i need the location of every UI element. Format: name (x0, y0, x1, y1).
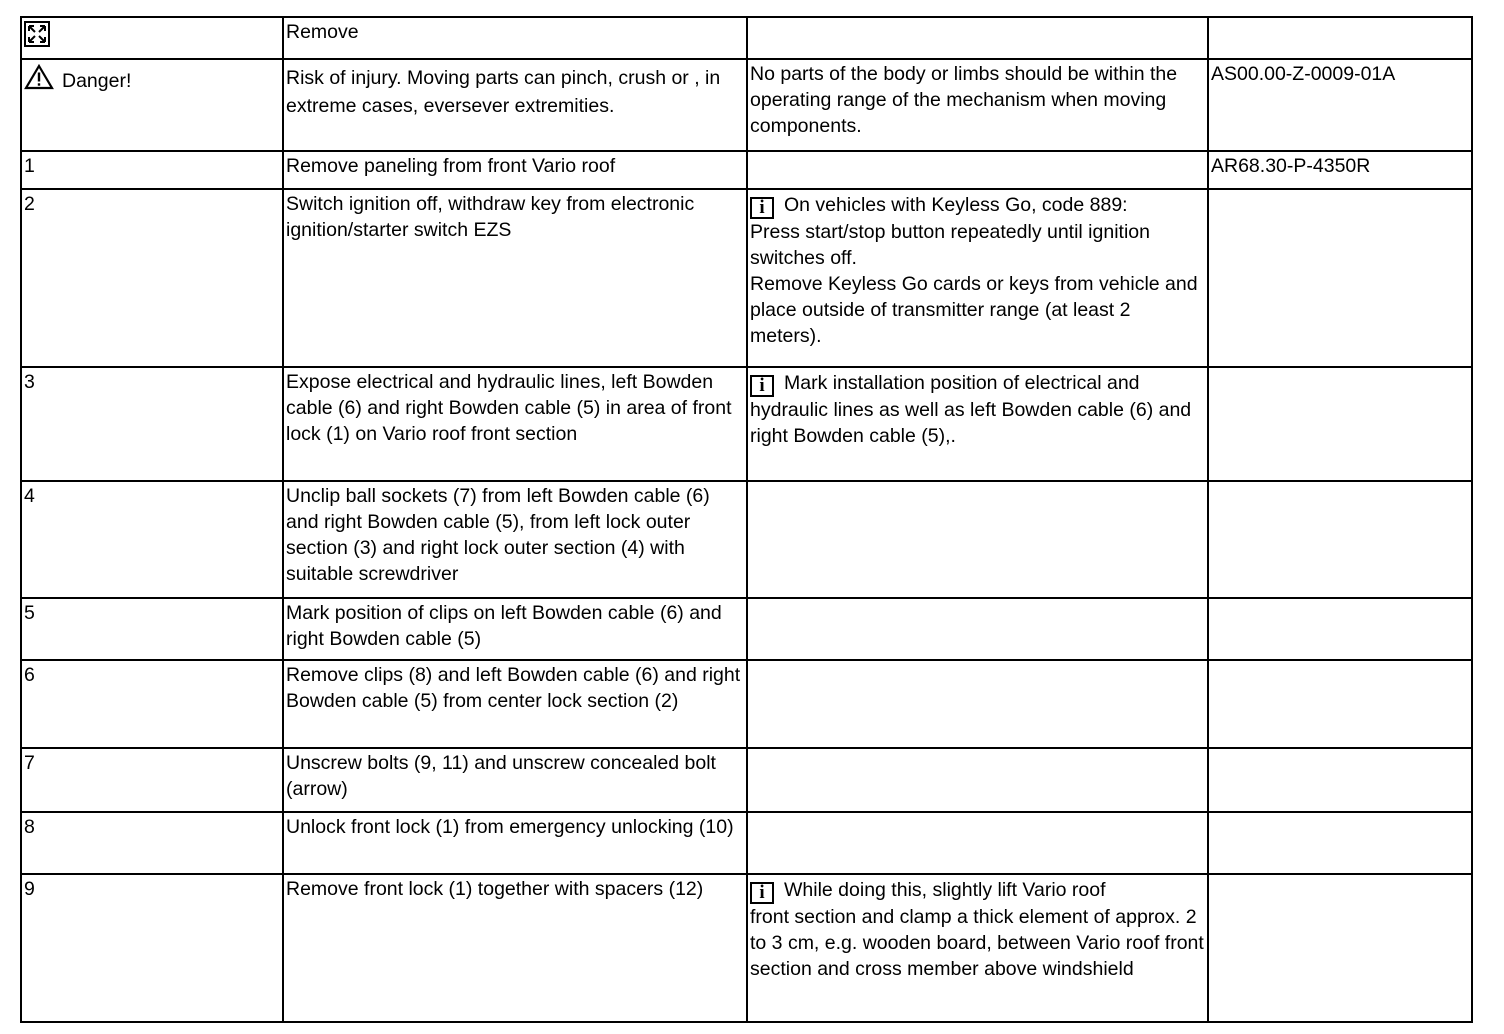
warning-triangle-icon (24, 64, 54, 97)
step-note-rest: front section and clamp a thick element of approx. 2 to 3 cm, e.g. wooden board, between Vario roof front section and cross member above windshield (750, 906, 1204, 980)
step-reference (1208, 367, 1472, 481)
header-icon-cell (21, 17, 283, 59)
step-note-extra: Remove Keyless Go cards or keys from vehicle and place outside of transmitter range (at least 2 meters). (750, 273, 1198, 347)
step-action: Remove paneling from front Vario roof (283, 151, 747, 189)
table-row (21, 598, 1472, 660)
info-icon: i (750, 882, 774, 904)
danger-reference[interactable]: AS00.00-Z-0009-01A (1208, 59, 1472, 151)
step-reference[interactable]: AR68.30-P-4350R (1208, 151, 1472, 189)
step-note-first: Mark installation position of electrical and (784, 372, 1140, 394)
table-row (21, 481, 1472, 598)
step-action: Switch ignition off, withdraw key from electronic ignition/starter switch EZS (283, 189, 747, 367)
step-reference (1208, 812, 1472, 874)
step-number: 9 (21, 874, 283, 1022)
step-reference (1208, 598, 1472, 660)
step-note (747, 481, 1208, 598)
table-row (21, 367, 1472, 481)
step-note-first: On vehicles with Keyless Go, code 889: (784, 194, 1128, 216)
danger-label-cell (21, 59, 283, 151)
step-note (747, 151, 1208, 189)
step-reference (1208, 660, 1472, 748)
table-row (21, 812, 1472, 874)
table-row (21, 748, 1472, 812)
table-row-header (21, 17, 1472, 59)
step-action: Unscrew bolts (9, 11) and unscrew concealed bolt (arrow) (283, 748, 747, 812)
step-action: Remove front lock (1) together with spacers (12) (283, 874, 747, 1022)
step-number: 8 (21, 812, 283, 874)
step-action: Unclip ball sockets (7) from left Bowden cable (6) and right Bowden cable (5), from left lock outer section (3) and right lock outer section (4) with suitable screwdriver (283, 481, 747, 598)
expand-icon[interactable] (24, 21, 50, 54)
step-reference (1208, 748, 1472, 812)
header-ref-cell (1208, 17, 1472, 59)
step-note-first: While doing this, slightly lift Vario roof (784, 879, 1106, 901)
info-icon: i (750, 375, 774, 397)
step-note (747, 598, 1208, 660)
table-row (21, 151, 1472, 189)
step-action: Expose electrical and hydraulic lines, left Bowden cable (6) and right Bowden cable (5) in area of front lock (1) on Vario roof front section (283, 367, 747, 481)
step-note (747, 812, 1208, 874)
danger-risk: Risk of injury. Moving parts can pinch, crush or , in extreme cases, eversever extremities. (283, 59, 747, 151)
header-empty-cell (747, 17, 1208, 59)
table-row (21, 189, 1472, 367)
step-number: 7 (21, 748, 283, 812)
step-action: Mark position of clips on left Bowden cable (6) and right Bowden cable (5) (283, 598, 747, 660)
step-number: 4 (21, 481, 283, 598)
step-reference (1208, 189, 1472, 367)
danger-measure: No parts of the body or limbs should be within the operating range of the mechanism when moving components. (747, 59, 1208, 151)
table-row-danger (21, 59, 1472, 151)
step-reference (1208, 874, 1472, 1022)
step-number: 6 (21, 660, 283, 748)
table-row (21, 660, 1472, 748)
step-action: Unlock front lock (1) from emergency unlocking (10) (283, 812, 747, 874)
step-note (747, 748, 1208, 812)
step-number: 3 (21, 367, 283, 481)
info-icon: i (750, 197, 774, 219)
danger-label: Danger! (62, 70, 132, 92)
step-number: 5 (21, 598, 283, 660)
table-row (21, 874, 1472, 1022)
step-number: 1 (21, 151, 283, 189)
step-action: Remove clips (8) and left Bowden cable (6) and right Bowden cable (5) from center lock section (2) (283, 660, 747, 748)
step-note-rest: hydraulic lines as well as left Bowden cable (6) and right Bowden cable (5),. (750, 399, 1192, 447)
header-title: Remove (283, 17, 747, 59)
procedure-table (20, 16, 1473, 1023)
step-reference (1208, 481, 1472, 598)
step-note (747, 189, 1208, 367)
step-note (747, 660, 1208, 748)
step-number: 2 (21, 189, 283, 367)
step-note (747, 367, 1208, 481)
step-note-rest: Press start/stop button repeatedly until ignition switches off. (750, 221, 1150, 269)
step-note (747, 874, 1208, 1022)
